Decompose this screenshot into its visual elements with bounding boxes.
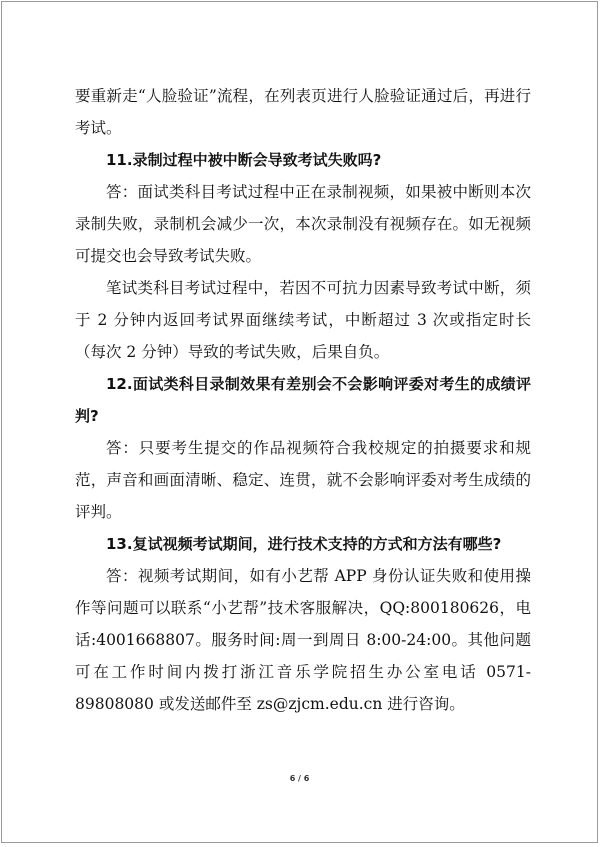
answer-12-paragraph: 答：只要考生提交的作品视频符合我校规定的拍摄要求和规范，声音和画面清晰、稳定、连贯，就不会影响评委对考生成绩的评判。 [75, 439, 531, 521]
question-13-heading: 13.复试视频考试期间，进行技术支持的方式和方法有哪些? [106, 535, 502, 553]
document-page [1, 1, 598, 843]
answer-11-paragraph-1: 答：面试类科目考试过程中正在录制视频，如果被中断则本次录制失败，录制机会减少一次，本次录制没有视频存在。如无视频可提交也会导致考试失败。 [75, 183, 531, 265]
answer-11-paragraph-2: 笔试类科目考试过程中，若因不可抗力因素导致考试中断，须于 2 分钟内返回考试界面继续考试，中断超过 3 次或指定时长（每次 2 分钟）导致的考试失败，后果自负。 [75, 279, 531, 361]
page-number: 6 / 6 [289, 774, 310, 783]
question-11-heading: 11.录制过程中被中断会导致考试失败吗? [106, 151, 382, 169]
document-body [75, 80, 531, 720]
paragraph-continuation: 要重新走“人脸验证”流程，在列表页进行人脸验证通过后，再进行考试。 [75, 87, 531, 137]
question-12-heading: 12.面试类科目录制效果有差别会不会影响评委对考生的成绩评判? [75, 375, 531, 425]
answer-13-paragraph: 答：视频考试期间，如有小艺帮 APP 身份认证失败和使用操作等问题可以联系“小艺帮”技术客服解决，QQ:800180626，电话:4001668807。服务时间:周一到周日 8:00-24:00。其他问题可在工作时间内拨打浙江音乐学院招生办公室电话 0571-89808080 或发送邮件至 zs@zjcm.edu.cn 进行咨询。 [75, 567, 531, 713]
